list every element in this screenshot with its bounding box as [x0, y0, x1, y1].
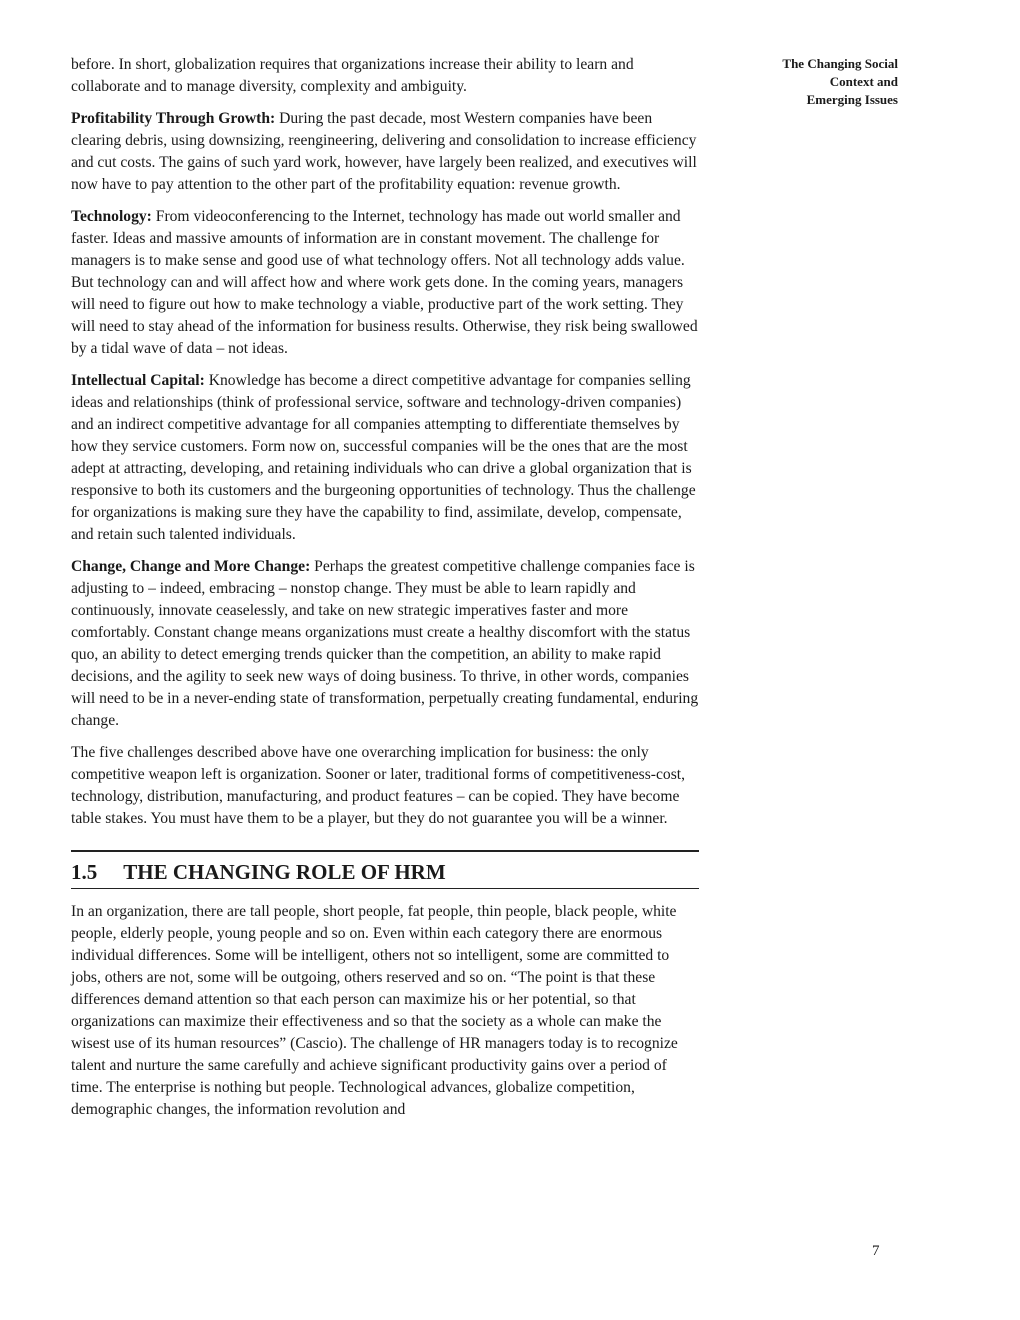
paragraph-heading: Change, Change and More Change: [71, 558, 311, 575]
section-heading [71, 852, 699, 888]
section-title: THE CHANGING ROLE OF HRM [123, 860, 446, 884]
paragraph-text: Knowledge has become a direct competitive advantage for companies selling ideas and relationships (think of professional service, software and technology-driven companies) and an indirect competitive advantage for all companies attempting to differentiate themselves by how they service customers. Form now on, successful companies will be the ones that are the most adept at attracting, developing, and retaining individuals who can drive a global organization that is responsive to both its customers and the burgeoning opportunities of technology. Thus the challenge for organizations is making sure they have the capability to find, assimilate, develop, compensate, and retain such talented individuals. [71, 372, 696, 543]
paragraph-change [71, 556, 699, 732]
section-number: 1.5 [71, 860, 98, 884]
paragraph-implication [71, 742, 699, 830]
paragraph-text: Perhaps the greatest competitive challenge companies face is adjusting to – indeed, embracing – nonstop change. They must be able to learn rapidly and continuously, innovate ceaselessly, and take on new strategic imperatives faster and more comfortably. Constant change means organizations must create a healthy discomfort with the status quo, an ability to detect emerging trends quicker than the competition, an ability to make rapid decisions, and the agility to seek new ways of doing business. To thrive, in other words, companies will need to be in a never-ending state of transformation, perpetually creating fundamental, enduring change. [71, 558, 699, 729]
paragraph-globalization-end [71, 54, 699, 98]
main-text-column [71, 54, 699, 1131]
section-rule-bottom [71, 888, 699, 889]
paragraph-heading: Profitability Through Growth: [71, 110, 276, 127]
paragraph-section-body [71, 901, 699, 1121]
paragraph-text: The five challenges described above have one overarching implication for business: the only competitive weapon left is organization. Sooner or later, traditional forms of competitiveness-cost, technology, distribution, manufacturing, and product features – can be copied. They have become table stakes. You must have them to be a player, but they do not guarantee you will be a winner. [71, 744, 686, 827]
running-header-line-1: The Changing Social [782, 56, 898, 71]
paragraph-technology [71, 206, 699, 360]
paragraph-intellectual-capital [71, 370, 699, 546]
paragraph-profitability [71, 108, 699, 196]
running-header [698, 55, 898, 109]
running-header-line-2: Context and [829, 74, 898, 89]
page-number: 7 [872, 1243, 880, 1259]
paragraph-heading: Technology: [71, 208, 152, 225]
paragraph-heading: Intellectual Capital: [71, 372, 205, 389]
paragraph-text: During the past decade, most Western companies have been clearing debris, using downsizing, reengineering, delivering and consolidation to increase efficiency and cut costs. The gains of such yard work, however, have largely been realized, and executives will now have to pay attention to the other part of the profitability equation: revenue growth. [71, 110, 697, 193]
running-header-line-3: Emerging Issues [806, 92, 898, 107]
paragraph-text: before. In short, globalization requires that organizations increase their ability to learn and collaborate and to manage diversity, complexity and ambiguity. [71, 56, 634, 95]
paragraph-text: From videoconferencing to the Internet, technology has made out world smaller and faster. Ideas and massive amounts of information are in constant movement. The challenge for managers is to make sense and good use of what technology offers. Not all technology adds value. But technology can and will affect how and where work gets done. In the coming years, managers will need to figure out how to make technology a viable, productive part of the work setting. They will need to stay ahead of the information for business results. Otherwise, they risk being swallowed by a tidal wave of data – not ideas. [71, 208, 698, 357]
paragraph-text: In an organization, there are tall people, short people, fat people, thin people, black people, white people, elderly people, young people and so on. Even within each category there are enormous individual differences. Some will be intelligent, others not so intelligent, some are committed to jobs, others are not, some will be outgoing, others reserved and so on. “The point is that these differences demand attention so that each person can maximize his or her potential, so that organizations can maximize their effectiveness and so that the society as a whole can make the wisest use of its human resources” (Cascio). The challenge of HR managers today is to recognize talent and nurture the same carefully and achieve significant productivity gains over a period of time. The enterprise is nothing but people. Technological advances, globalize competition, demographic changes, the information revolution and [71, 903, 678, 1118]
